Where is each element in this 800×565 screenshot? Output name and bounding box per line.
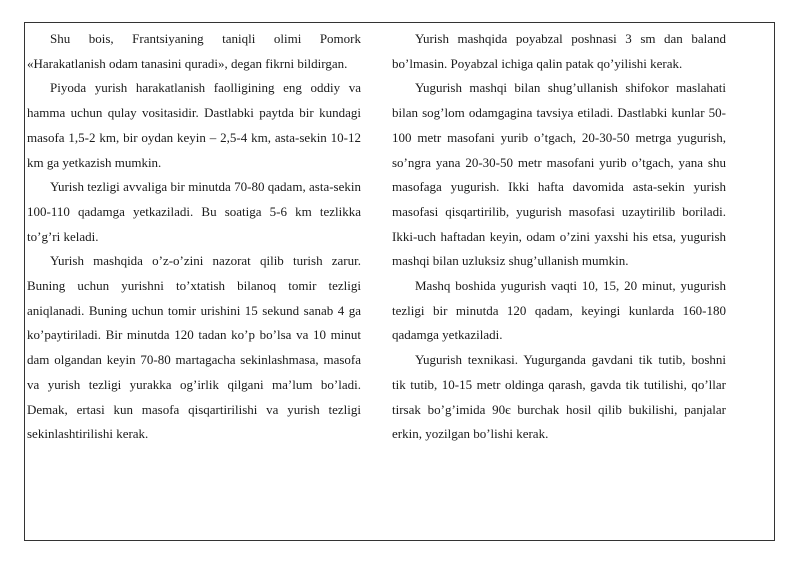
paragraph: Mashq boshida yugurish vaqti 10, 15, 20 minut, yugurish tezligi bir minutda 120 qadam, keyingi kunlarda 160-180 qadamga yetkaziladi. [392,278,726,343]
paragraph: Yugurish mashqi bilan shug’ullanish shifokor maslahati bilan sog’lom odamgagina tavsiya etiladi. Dastlabki kunlar 50-100 metr masofani yurib o’tgach, 20-30-50 metrga yugurish, so’ngra yana 20-30-50 metr masofani yurib o’tgach, yana shu masofaga yugurish. Ikki hafta davomida asta-sekin yurish masofasi qisqartirilib, yugurish masofasi uzaytirilib boriladi. Ikki-uch haftadan keyin, odam o’zini yaxshi his etsa, yugurish mashqi bilan uzluksiz shug’ullanish mumkin. [392,80,726,269]
paragraph: Piyoda yurish harakatlanish faolligining eng oddiy va hamma uchun qulay vositasidir. Dastlabki paytda bir kundagi masofa 1,5-2 km, bir oydan keyin – 2,5-4 km, asta-sekin 10-12 km ga yetkazish mumkin. [27,80,361,170]
left-text-column [27,27,361,447]
paragraph: Yurish mashqida o’z-o’zini nazorat qilib turish zarur. Buning uchun yurishni to’xtatish bilanoq tomir tezligi aniqlanadi. Buning uchun tomir urishini 15 sekund sanab 4 ga ko’paytiriladi. Bir minutda 120 tadan ko’p bo’lsa va 10 minut dam olgandan keyin 70-80 martagacha sekinlashmasa, masofa va yurish tezligi yurakka og’irlik qilgani ma’lum bo’ladi. Demak, ertasi kun masofa qisqartirilishi va yurish tezligi sekinlashtirilishi kerak. [27,253,361,442]
paragraph: Yugurish texnikasi. Yugurganda gavdani tik tutib, boshni tik tutib, 10-15 metr oldinga qarash, gavda tik tutilishi, qo’llar tirsak bo’g’imida 90є burchak hosil qilib bukilishi, panjalar erkin, yozilgan bo’lishi kerak. [392,352,726,442]
right-text-column [392,27,726,447]
paragraph: Yurish tezligi avvaliga bir minutda 70-80 qadam, asta-sekin 100-110 qadamga yetkaziladi. Bu soatiga 5-6 km tezlikka to’g’ri keladi. [27,179,361,244]
paragraph: Shu bois, Frantsiyaning taniqli olimi Pomork «Harakatlanish odam tanasini quradi», degan fikrni bildirgan. [27,31,361,71]
paragraph: Yurish mashqida poyabzal poshnasi 3 sm dan baland bo’lmasin. Poyabzal ichiga qalin patak qo’yilishi kerak. [392,31,726,71]
